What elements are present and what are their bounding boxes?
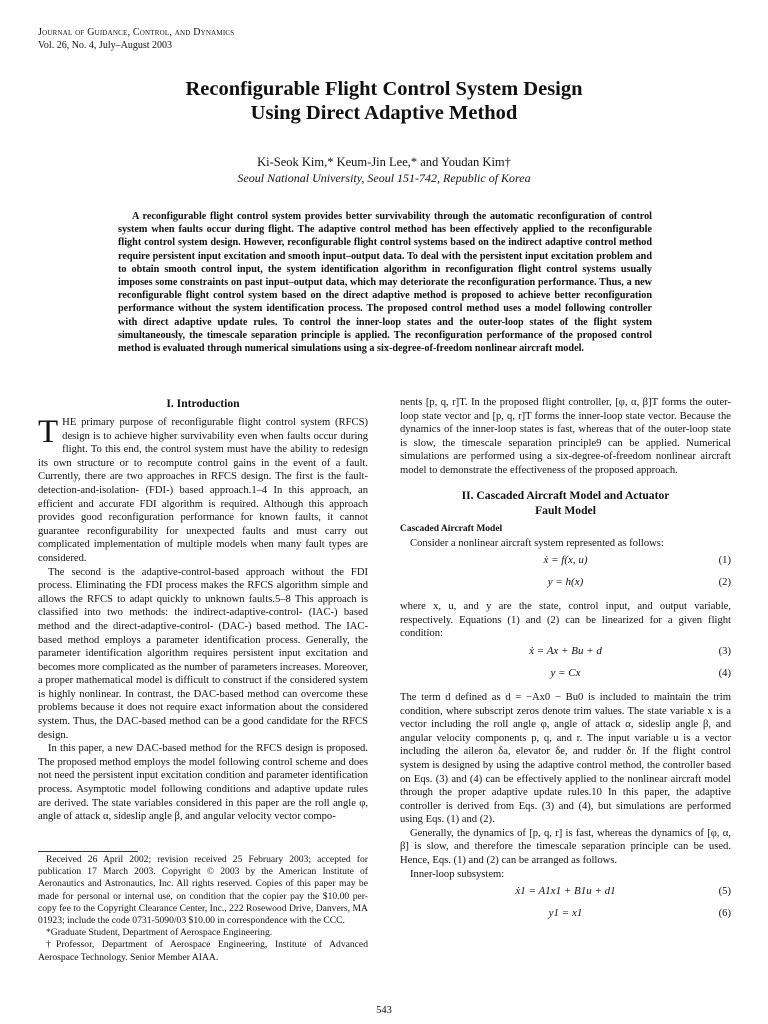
footnote-rule	[38, 851, 138, 852]
section-2-heading-line-2: Fault Model	[535, 503, 596, 517]
intro-paragraph-4: nents [p, q, r]T. In the proposed flight controller, [φ, α, β]T forms the outer-loop state vector and [p, q, r]T forms the inner-loop state vector. Because the dynamics of the inner-loop states is fast, whereas that of the outer-loop state is slow, the timescale separation principle9 can be applied. Numerical simulations are performed using a six-degree-of-freedom nonlinear aircraft model to demonstrate the effectiveness of the proposed approach.	[400, 397, 731, 476]
equation-1	[400, 550, 731, 572]
equation-6-number: (6)	[718, 908, 731, 920]
abstract: A reconfigurable flight control system provides better survivability through the automatic reconfiguration of control system when faults occur during flight. The adaptive control method has been effectively applied to the reconfigurable flight control system design. However, reconfigurable flight control systems based on the indirect adaptive control method require persistent input excitation and smooth input–output data. To deal with the persistent input excitation problem and to obtain smooth control input, the system identification algorithm in reconfiguration flight control systems usually imposes some constraints on past input–output data, which may deteriorate the reconfiguration performance. Thus, a new reconfigurable flight control system based on the direct adaptive method is proposed to achieve better reconfiguration performance without the system identification process. The proposed control method uses a model following controller with direct adaptive update rules. To control the inner-loop states and the outer-loop states of the flight system simultaneously, the timescale separation principle is applied. The reconfiguration performance of the proposed control method is evaluated through numerical simulations using a six-degree-of-freedom nonlinear aircraft model.	[118, 211, 652, 355]
equation-6	[400, 903, 731, 925]
equation-2-expression: y = h(x)	[547, 576, 584, 589]
equation-5-number: (5)	[718, 886, 731, 898]
section-2-paragraph-5: Inner-loop subsystem:	[410, 868, 505, 880]
section-2-paragraph-2: where x, u, and y are the state, control input, and output variable, respectively. Equations (1) and (2) can be linearized for a given flight condition:	[400, 601, 731, 640]
equation-3-number: (3)	[718, 645, 731, 657]
equation-1-number: (1)	[718, 555, 731, 567]
equation-3-expression: ẋ = Ax + Bu + d	[529, 644, 602, 657]
equation-2	[400, 572, 731, 594]
paper-title	[0, 77, 768, 125]
footnote-author-2: †Professor, Department of Aerospace Engineering, Institute of Advanced Aerospace Technology. Senior Member AIAA.	[38, 939, 368, 963]
subheading-cascaded-model: Cascaded Aircraft Model	[400, 523, 503, 534]
footnote-received: Received 26 April 2002; revision received 25 February 2003; accepted for publication 17 March 2003. Copyright © 2003 by the American Institute of Aeronautics and Astronautics, Inc. All rights reserved. Copies of this paper may be made for personal or internal use, on condition that the copier pay the $10.00 per-copy fee to the Copyright Clearance Center, Inc., 222 Rosewood Drive, Danvers, MA 01923; include the code 0731-5090/03 $10.00 in correspondence with the CCC.	[38, 854, 368, 927]
equation-4	[400, 663, 731, 685]
equation-4-number: (4)	[718, 667, 731, 679]
footnote-author-1: *Graduate Student, Department of Aerospace Engineering.	[46, 927, 273, 939]
equation-5	[400, 881, 731, 903]
title-line-1: Reconfigurable Flight Control System Design	[185, 78, 583, 100]
equation-1-expression: ẋ = f(x, u)	[543, 554, 588, 567]
drop-cap: T	[38, 414, 59, 450]
section-heading-introduction: I. Introduction	[166, 397, 240, 410]
section-2-paragraph-4: Generally, the dynamics of [p, q, r] is fast, whereas the dynamics of [φ, α, β] is slow, and therefore the timescale separation principle can be used. Hence, Eqs. (1) and (2) can be arranged as follows.	[400, 827, 731, 867]
equation-5-expression: ẋ1 = A1x1 + B1u + d1	[515, 885, 616, 898]
equation-2-number: (2)	[718, 577, 731, 589]
intro-paragraph-3: In this paper, a new DAC-based method for the RFCS design is proposed. The proposed method employs the model following control scheme and does not need the persistent input excitation condition and parameter identification process. Asymptotic model following conditions and adaptive update rules are derived. The state variables considered in this paper are the roll angle φ, angle of attack α, sideslip angle β, and angular velocity vector compo-	[38, 743, 368, 823]
journal-header	[38, 26, 234, 52]
section-2-paragraph-1: Consider a nonlinear aircraft system represented as follows:	[410, 537, 664, 549]
intro-paragraph-1	[38, 416, 368, 566]
authors: Ki-Seok Kim,* Keum-Jin Lee,* and Youdan Kim†	[257, 155, 511, 169]
equation-4-expression: y = Cx	[550, 666, 581, 679]
equation-6-expression: y1 = x1	[548, 907, 583, 920]
intro-paragraph-1-text: HE primary purpose of reconfigurable flight control system (RFCS) design is to achieve higher survivability even when faults occur during flight. To this end, the control system must have the ability to redesign its own structure or to recompute control gains in the event of a fault. Currently, there are two approaches in RFCS design. The first is the fault-detection-and-isolation- (FDI-) based approach.1–4 In this approach, an efficient and accurate FDI algorithm is required. Although this approach provides good reconfiguration performance for known faults, it cannot guarantee reconfigurability for unexpected faults and must carry out complicated implementation of multiple models when many fault types are considered.	[38, 417, 368, 564]
affiliation: Seoul National University, Seoul 151-742, Republic of Korea	[237, 171, 531, 185]
left-column	[38, 396, 368, 824]
section-heading-2	[400, 488, 731, 518]
section-2-heading-line-1: II. Cascaded Aircraft Model and Actuator	[461, 488, 670, 502]
section-2-paragraph-3: The term d defined as d = −Ax0 − Bu0 is included to maintain the trim condition, where subscript zeros denote trim values. The state variable x is a vector including the roll angle φ, angle of attack α, sideslip angle β, and angular velocity components p, q, and r. The input variable u is a vector including the aileron δa, elevator δe, and rudder δr. If the flight control system is designed by using the adaptive control method, the controller based on Eqs. (3) and (4) can be effectively applied to the nonlinear aircraft model through the proper adaptive update rules.10 In this paper, the adaptive controller is derived from Eqs. (3) and (4), but simulations are performed using Eqs. (1) and (2).	[400, 691, 731, 826]
journal-name: Journal of Guidance, Control, and Dynamics	[38, 27, 235, 38]
footnotes	[38, 854, 368, 964]
equation-3	[400, 641, 731, 663]
intro-paragraph-2: The second is the adaptive-control-based approach without the FDI process. Eliminating the FDI process makes the RFCS algorithm simple and allows the RFCS to adapt quickly to unknown faults.5–8 This approach is classified into two methods: the indirect-adaptive-control- (IAC-) based method and the direct-adaptive-control- (DAC-) based method. The IAC-based method employs a parameter identification process. Generally, the parameter identification algorithm requires persistent input excitation and becomes more complicated as the number of parameters increases. Moreover, a proper mathematical model is difficult to construct if the considered system is highly nonlinear. In contrast, the DAC-based method can overcome these problems because it does not require exact information about the considered system. Thus, the DAC-based method can be a good candidate for the RFCS design.	[38, 566, 368, 741]
title-line-2: Using Direct Adaptive Method	[250, 102, 518, 124]
right-column	[400, 396, 731, 925]
journal-issue: Vol. 26, No. 4, July–August 2003	[38, 40, 172, 51]
page-number: 543	[376, 1005, 392, 1016]
